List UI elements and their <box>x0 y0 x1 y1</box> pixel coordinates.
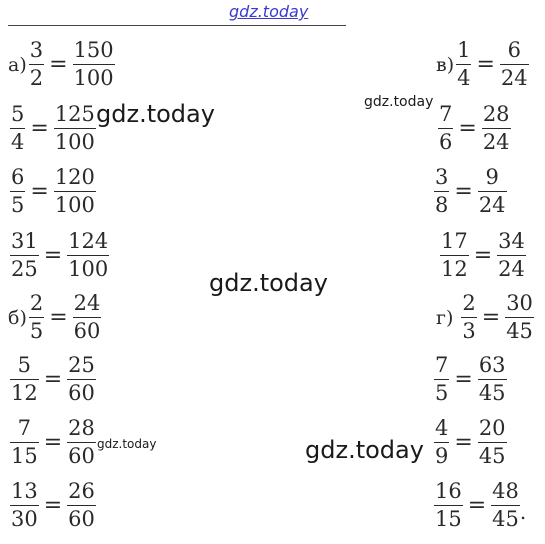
denominator: 5 <box>435 381 449 405</box>
fraction-left <box>29 293 44 342</box>
numerator: 7 <box>434 355 449 380</box>
equals-sign: = <box>49 305 68 330</box>
denominator: 45 <box>506 319 533 343</box>
numerator: 30 <box>505 293 534 318</box>
equation-v1 <box>436 40 529 89</box>
denominator: 2 <box>29 66 44 90</box>
fraction-right <box>73 40 115 89</box>
denominator: 30 <box>11 507 38 531</box>
fraction-left <box>456 40 471 89</box>
numerator: 2 <box>29 293 44 318</box>
equals-sign: = <box>473 243 493 268</box>
denominator: 25 <box>11 257 38 281</box>
fraction-right <box>73 293 102 342</box>
fraction-right <box>478 167 507 216</box>
denominator: 45 <box>478 381 506 405</box>
denominator: 60 <box>68 507 95 531</box>
denominator: 15 <box>11 444 38 468</box>
equals-sign: = <box>454 367 473 392</box>
equation-g1 <box>436 293 534 342</box>
numerator: 6 <box>500 40 529 65</box>
denominator: 8 <box>435 193 449 217</box>
numerator: 17 <box>440 231 469 256</box>
fraction-left <box>440 231 469 280</box>
equation-a3 <box>10 167 96 216</box>
denominator: 60 <box>68 444 95 468</box>
denominator: 60 <box>73 319 101 343</box>
fraction-left <box>10 104 25 153</box>
part-label-g: г) <box>436 306 454 329</box>
numerator: 3 <box>434 167 449 192</box>
denominator: 4 <box>11 130 25 154</box>
watermark: gdz.today <box>364 94 434 110</box>
fraction-right <box>67 355 96 404</box>
fraction-left <box>438 104 453 153</box>
fraction-right <box>500 40 529 89</box>
numerator: 20 <box>478 418 507 443</box>
fraction-left <box>10 167 25 216</box>
header-rule <box>8 25 346 26</box>
fraction-right <box>54 104 96 153</box>
watermark: gdz.today <box>305 436 424 464</box>
denominator: 24 <box>482 130 510 154</box>
part-label-b: б) <box>8 306 27 329</box>
denominator: 12 <box>11 381 38 405</box>
fraction-left <box>10 355 39 404</box>
fraction-right <box>478 418 507 467</box>
equation-a2 <box>10 104 96 153</box>
numerator: 34 <box>497 231 526 256</box>
denominator: 3 <box>462 319 476 343</box>
denominator: 100 <box>73 66 114 90</box>
denominator: 15 <box>435 507 462 531</box>
numerator: 7 <box>438 104 453 129</box>
fraction-right <box>67 231 109 280</box>
equals-sign: = <box>467 493 487 518</box>
equals-sign: = <box>30 116 49 141</box>
numerator: 13 <box>10 481 39 506</box>
watermark-top: gdz.today <box>229 2 309 21</box>
fraction-left <box>10 231 39 280</box>
equals-sign: = <box>43 493 63 518</box>
fraction-left <box>10 418 39 467</box>
equation-v3 <box>434 167 507 216</box>
denominator: 24 <box>478 193 506 217</box>
denominator: 5 <box>29 319 44 343</box>
numerator: 2 <box>461 293 476 318</box>
denominator: 24 <box>500 66 528 90</box>
equals-sign: = <box>454 430 473 455</box>
numerator: 63 <box>478 355 507 380</box>
equals-sign: = <box>454 179 473 204</box>
fraction-left <box>434 418 449 467</box>
numerator: 7 <box>10 418 39 443</box>
numerator: 31 <box>10 231 39 256</box>
fraction-left <box>10 481 39 530</box>
numerator: 120 <box>54 167 96 192</box>
fraction-left <box>434 167 449 216</box>
equation-b4 <box>10 481 96 530</box>
equals-sign: = <box>481 305 501 330</box>
equation-g3 <box>434 418 507 467</box>
denominator: 24 <box>498 257 525 281</box>
equation-a1 <box>8 40 115 89</box>
part-label-a: а) <box>8 53 27 76</box>
fraction-right <box>505 293 534 342</box>
equation-b1 <box>8 293 101 342</box>
fraction-right <box>478 355 507 404</box>
equals-sign: = <box>43 243 63 268</box>
equals-sign: = <box>30 179 49 204</box>
denominator: 60 <box>68 381 95 405</box>
denominator: 45 <box>478 444 506 468</box>
denominator: 100 <box>54 193 95 217</box>
numerator: 26 <box>67 481 96 506</box>
numerator: 125 <box>54 104 96 129</box>
equals-sign: = <box>43 367 63 392</box>
fraction-left <box>434 355 449 404</box>
fraction-right <box>67 481 96 530</box>
denominator: 100 <box>54 130 95 154</box>
fraction-left <box>434 481 463 530</box>
numerator: 3 <box>29 40 44 65</box>
equation-g4 <box>434 481 526 530</box>
numerator: 6 <box>10 167 25 192</box>
equation-a4 <box>10 231 109 280</box>
watermark: gdz.today <box>96 100 215 128</box>
numerator: 5 <box>10 104 25 129</box>
denominator: 12 <box>441 257 468 281</box>
numerator: 4 <box>434 418 449 443</box>
denominator: 9 <box>435 444 449 468</box>
fraction-right <box>482 104 511 153</box>
denominator: 5 <box>11 193 25 217</box>
equation-v4 <box>440 231 526 280</box>
fraction-left <box>461 293 476 342</box>
numerator: 48 <box>491 481 520 506</box>
part-label-v: в) <box>436 53 455 76</box>
denominator: 6 <box>439 130 453 154</box>
numerator: 25 <box>67 355 96 380</box>
fraction-right <box>67 418 96 467</box>
fraction-left <box>29 40 44 89</box>
numerator: 150 <box>73 40 115 65</box>
equals-sign: = <box>49 52 68 77</box>
numerator: 9 <box>478 167 507 192</box>
fraction-right <box>54 167 96 216</box>
numerator: 28 <box>482 104 511 129</box>
fraction-right <box>491 481 520 530</box>
denominator: 45 <box>492 507 519 531</box>
numerator: 28 <box>67 418 96 443</box>
equation-b2 <box>10 355 96 404</box>
watermark: gdz.today <box>97 437 157 451</box>
equation-b3 <box>10 418 96 467</box>
equals-sign: = <box>476 52 495 77</box>
equation-g2 <box>434 355 507 404</box>
equals-sign: = <box>43 430 63 455</box>
fraction-right <box>497 231 526 280</box>
numerator: 24 <box>73 293 102 318</box>
denominator: 4 <box>457 66 471 90</box>
equation-v2 <box>438 104 511 153</box>
numerator: 1 <box>456 40 471 65</box>
numerator: 124 <box>67 231 109 256</box>
denominator: 100 <box>68 257 109 281</box>
trailing-period: . <box>519 500 527 524</box>
watermark: gdz.today <box>209 269 328 297</box>
numerator: 16 <box>434 481 463 506</box>
equals-sign: = <box>458 116 477 141</box>
numerator: 5 <box>10 355 39 380</box>
